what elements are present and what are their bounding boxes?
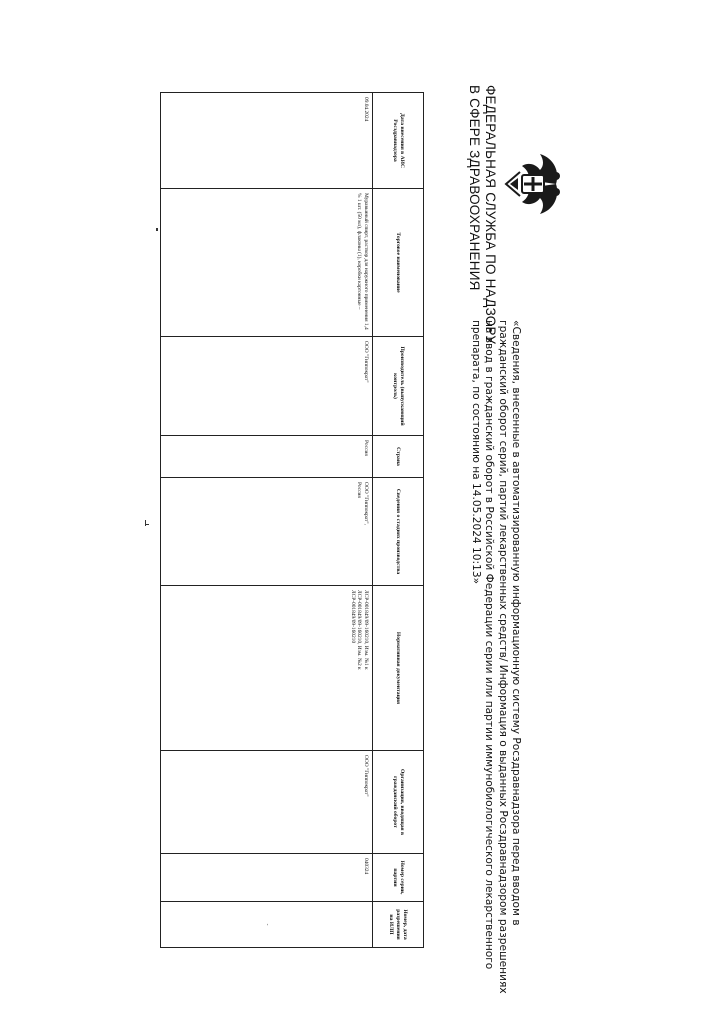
agency-name bbox=[466, 85, 498, 345]
header-permit: Номер, дата разрешения на ИЛП bbox=[373, 902, 424, 948]
header-docs: Нормативная документация bbox=[373, 586, 424, 751]
cell-name: Муравьиный спирт, раствор для наружного применения 1,4 % 1 шт. (50 мл), флаконы (1), коробки картонные – bbox=[161, 189, 373, 337]
docs-line-3: ЛСР-001849/09-160210 bbox=[349, 590, 356, 644]
table-row bbox=[161, 93, 373, 948]
cell-date: 09.04.2024 bbox=[161, 93, 373, 189]
release-table bbox=[160, 92, 424, 948]
header-name: Торговое наименование bbox=[373, 189, 424, 337]
stages-line-2: Россия bbox=[356, 482, 363, 498]
intro-line-1: «Сведения, внесенные в автоматизированную информационную систему Росздравнадзора перед вводом в bbox=[510, 320, 522, 926]
header-maker: Производитель (выпускающий контроль) bbox=[373, 337, 424, 436]
cell-series: 040324 bbox=[161, 854, 373, 902]
agency-line-2: В СФЕРЕ ЗДРАВООХРАНЕНИЯ bbox=[467, 85, 482, 291]
cell-docs bbox=[161, 586, 373, 751]
stages-line-1: ООО "Гиппократ", bbox=[363, 482, 369, 525]
cell-stages bbox=[161, 478, 373, 586]
intro-line-2: гражданский оборот серий, партий лекарственных средств/ Информация о выданных Росздравнадзором разрешениях bbox=[496, 320, 509, 994]
header-country: Страна bbox=[373, 436, 424, 478]
header-date: Дата внесения в АИС Росздравнадзора bbox=[373, 93, 424, 189]
header-org: Организация, вводящая в гражданский оборот bbox=[373, 751, 424, 854]
scan-mark-tick bbox=[145, 524, 149, 525]
cell-org: ООО "Гиппократ" bbox=[161, 751, 373, 854]
emblem-of-russia-icon bbox=[502, 150, 562, 218]
docs-line-1: ЛСР-001849/09-160210, Изм. №1 к bbox=[363, 590, 369, 670]
header-stages: Сведения о стадиях производства bbox=[373, 478, 424, 586]
cell-permit: - bbox=[161, 902, 373, 948]
scan-mark bbox=[145, 520, 146, 526]
header-series: Номер серии, партии bbox=[373, 854, 424, 902]
intro-line-3: на ввод в гражданский оборот в Российской Федерации серии или партии иммунобиологического лекарственного bbox=[483, 320, 496, 970]
scan-speck bbox=[156, 228, 158, 231]
cell-country: Россия bbox=[161, 436, 373, 478]
table-header-row bbox=[373, 93, 424, 948]
intro-line-4: препарата, по состоянию на 14.05.2024 10:13» bbox=[469, 320, 482, 585]
agency-line-1: ФЕДЕРАЛЬНАЯ СЛУЖБА ПО НАДЗОРУ bbox=[483, 85, 498, 345]
document-intro bbox=[468, 320, 522, 994]
docs-line-2: ЛСР-001849/09-160210, Изм. №2 к bbox=[356, 590, 363, 670]
cell-maker: ООО "Гиппократ" bbox=[161, 337, 373, 436]
